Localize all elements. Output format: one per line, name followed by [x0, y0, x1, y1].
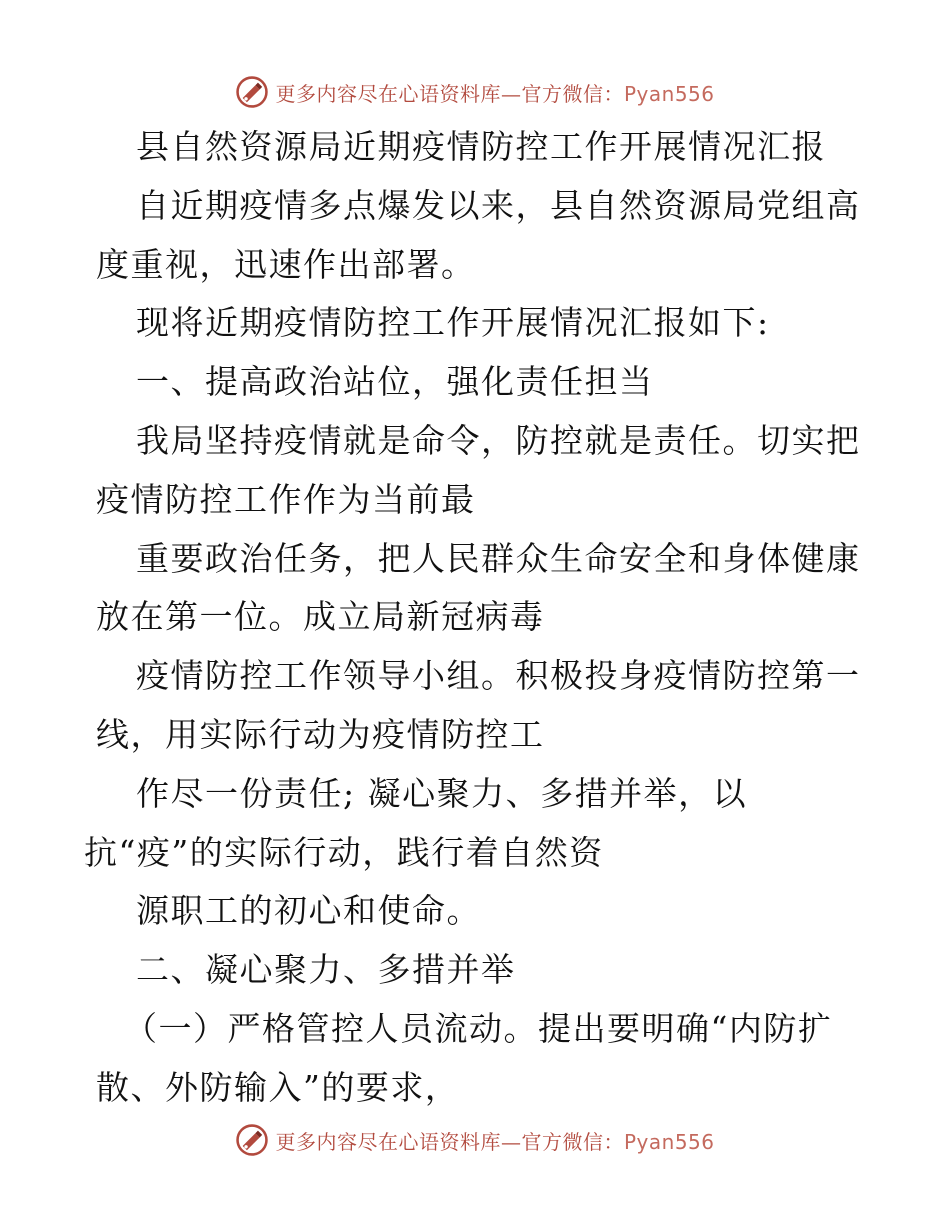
document-line: 线，用实际行动为疫情防控工 — [96, 714, 545, 754]
watermark-separator: — — [500, 1129, 522, 1154]
watermark-text — [275, 1126, 714, 1155]
document-line: 二、凝心聚力、多措并举 — [136, 950, 516, 990]
watermark-suffix: 官方微信： — [521, 1129, 624, 1154]
document-body — [84, 118, 861, 1118]
watermark-separator: — — [500, 81, 522, 106]
document-line: 疫情防控工作领导小组。积极投身疫情防控第一 — [136, 656, 861, 696]
document-line: 现将近期疫情防控工作开展情况汇报如下: — [136, 303, 770, 343]
document-line: 源职工的初心和使命。 — [136, 891, 481, 931]
watermark-text — [275, 78, 714, 107]
watermark-title: 更多内容尽在心语资料库 — [275, 81, 501, 106]
document-line: 度重视，迅速作出部署。 — [96, 244, 476, 284]
document-line: 一、提高政治站位，强化责任担当 — [136, 362, 654, 402]
document-line: 疫情防控工作作为当前最 — [96, 479, 476, 519]
document-line: （一）严格管控人员流动。提出要明确“内防扩 — [124, 1008, 833, 1048]
page-footer-watermark — [0, 1120, 950, 1160]
watermark-title: 更多内容尽在心语资料库 — [275, 1129, 501, 1154]
watermark-id: Pyan556 — [623, 1129, 715, 1154]
document-line: 作尽一份责任; 凝心聚力、多措并举，以 — [136, 773, 748, 813]
document-line: 散、外防输入”的要求， — [96, 1067, 460, 1107]
document-line: 县自然资源局近期疫情防控工作开展情况汇报 — [136, 127, 826, 166]
document-line: 抗“疫”的实际行动，践行着自然资 — [84, 832, 604, 872]
pen-logo-icon — [235, 1123, 269, 1157]
watermark-id: Pyan556 — [623, 81, 715, 106]
document-line: 自近期疫情多点爆发以来，县自然资源局党组高 — [136, 185, 861, 225]
document-line: 我局坚持疫情就是命令，防控就是责任。切实把 — [136, 420, 861, 460]
page-header-watermark — [0, 72, 950, 112]
document-line: 重要政治任务，把人民群众生命安全和身体健康 — [136, 538, 861, 578]
watermark-suffix: 官方微信： — [521, 81, 624, 106]
document-line: 放在第一位。成立局新冠病毒 — [96, 597, 545, 637]
pen-logo-icon — [235, 75, 269, 109]
